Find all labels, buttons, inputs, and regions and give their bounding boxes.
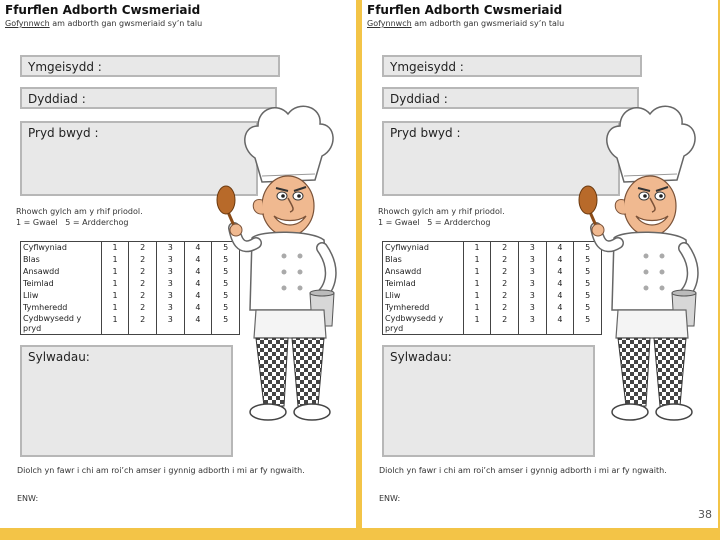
meal-field[interactable]: Pryd bwyd :	[20, 121, 258, 196]
thanks-text: Diolch yn fawr i chi am roi’ch amser i gynnig adborth i mi ar fy ngwaith.	[379, 466, 667, 475]
rating-option[interactable]: 4	[546, 314, 574, 335]
rating-option[interactable]: 1	[463, 302, 491, 314]
rating-option[interactable]: 4	[546, 302, 574, 314]
instruction-line-1: Rhowch gylch am y rhif priodol.	[378, 207, 505, 216]
subtitle-rest: am adborth gan gwsmeriaid sy’n talu	[411, 19, 565, 28]
rating-option[interactable]: 3	[519, 266, 547, 278]
date-field[interactable]: Dyddiad :	[382, 87, 639, 109]
form-subtitle	[5, 19, 202, 28]
form-title: Ffurflen Adborth Cwsmeriaid	[367, 3, 563, 17]
date-field[interactable]: Dyddiad :	[20, 87, 277, 109]
rating-option[interactable]: 2	[129, 266, 157, 278]
rating-option[interactable]: 1	[101, 242, 129, 255]
feedback-form-right	[362, 0, 718, 528]
thanks-text: Diolch yn fawr i chi am roi’ch amser i gynnig adborth i mi ar fy ngwaith.	[17, 466, 305, 475]
rating-option[interactable]: 4	[546, 290, 574, 302]
rating-option[interactable]: 2	[129, 290, 157, 302]
customer-field[interactable]: Ymgeisydd :	[20, 55, 280, 77]
criterion-label: Cydbwysedd y pryd	[21, 314, 102, 335]
rating-option[interactable]: 5	[574, 314, 602, 335]
rating-option[interactable]: 1	[463, 242, 491, 255]
rating-option[interactable]: 3	[157, 314, 185, 335]
criterion-label: Ansawdd	[383, 266, 464, 278]
rating-option[interactable]: 5	[574, 302, 602, 314]
rating-option[interactable]: 5	[574, 254, 602, 266]
form-subtitle	[367, 19, 564, 28]
meal-field[interactable]: Pryd bwyd :	[382, 121, 620, 196]
rating-option[interactable]: 2	[491, 314, 519, 335]
rating-option[interactable]: 4	[184, 302, 212, 314]
rating-option[interactable]: 4	[546, 266, 574, 278]
rating-option[interactable]: 2	[491, 266, 519, 278]
name-label: ENW:	[379, 494, 401, 503]
name-label: ENW:	[17, 494, 39, 503]
rating-option[interactable]: 4	[546, 242, 574, 255]
rating-option[interactable]: 2	[129, 302, 157, 314]
rating-option[interactable]: 5	[574, 290, 602, 302]
rating-option[interactable]: 2	[129, 254, 157, 266]
rating-option[interactable]: 3	[157, 242, 185, 255]
criterion-label: Teimlad	[383, 278, 464, 290]
rating-option[interactable]: 2	[491, 254, 519, 266]
instruction-line-2: 1 = Gwael 5 = Ardderchog	[378, 218, 491, 227]
criterion-label: Tymheredd	[21, 302, 102, 314]
rating-option[interactable]: 2	[129, 242, 157, 255]
chef-icon	[200, 88, 350, 433]
rating-option[interactable]: 5	[212, 254, 240, 266]
rating-option[interactable]: 3	[157, 266, 185, 278]
rating-option[interactable]: 3	[519, 290, 547, 302]
rating-option[interactable]: 1	[463, 278, 491, 290]
rating-option[interactable]: 2	[491, 290, 519, 302]
rating-option[interactable]: 4	[184, 314, 212, 335]
form-title: Ffurflen Adborth Cwsmeriaid	[5, 3, 201, 17]
rating-option[interactable]: 3	[519, 278, 547, 290]
instruction-line-1: Rhowch gylch am y rhif priodol.	[16, 207, 143, 216]
rating-option[interactable]: 4	[184, 242, 212, 255]
criterion-label: Cydbwysedd y pryd	[383, 314, 464, 335]
criterion-label: Teimlad	[21, 278, 102, 290]
rating-option[interactable]: 1	[101, 266, 129, 278]
rating-option[interactable]: 1	[101, 278, 129, 290]
rating-option[interactable]: 3	[157, 254, 185, 266]
rating-instructions	[378, 206, 505, 228]
customer-field[interactable]: Ymgeisydd :	[382, 55, 642, 77]
feedback-form-left	[0, 0, 356, 528]
rating-option[interactable]: 5	[574, 278, 602, 290]
rating-option[interactable]: 3	[157, 278, 185, 290]
criterion-label: Tymheredd	[383, 302, 464, 314]
rating-option[interactable]: 3	[519, 314, 547, 335]
rating-option[interactable]: 1	[101, 254, 129, 266]
subtitle-underlined: Gofynnwch	[5, 19, 50, 28]
rating-option[interactable]: 4	[184, 266, 212, 278]
rating-option[interactable]: 5	[212, 266, 240, 278]
page-number: 38	[698, 508, 712, 521]
rating-option[interactable]: 2	[129, 278, 157, 290]
rating-instructions	[16, 206, 143, 228]
rating-option[interactable]: 1	[463, 290, 491, 302]
chef-icon	[562, 88, 712, 433]
rating-option[interactable]: 3	[157, 290, 185, 302]
criterion-label: Ansawdd	[21, 266, 102, 278]
rating-option[interactable]: 4	[184, 290, 212, 302]
rating-option[interactable]: 2	[491, 242, 519, 255]
rating-option[interactable]: 5	[212, 278, 240, 290]
rating-option[interactable]: 5	[574, 266, 602, 278]
rating-option[interactable]: 4	[546, 254, 574, 266]
criterion-label: Blas	[383, 254, 464, 266]
criterion-label: Lliw	[21, 290, 102, 302]
rating-option[interactable]: 5	[212, 302, 240, 314]
criterion-label: Cyflwyniad	[21, 242, 102, 255]
rating-option[interactable]: 5	[574, 242, 602, 255]
rating-option[interactable]: 5	[212, 290, 240, 302]
rating-option[interactable]: 4	[546, 278, 574, 290]
rating-option[interactable]: 1	[463, 254, 491, 266]
subtitle-underlined: Gofynnwch	[367, 19, 412, 28]
instruction-line-2: 1 = Gwael 5 = Ardderchog	[16, 218, 129, 227]
rating-option[interactable]: 1	[463, 266, 491, 278]
rating-option[interactable]: 5	[212, 314, 240, 335]
rating-option[interactable]: 3	[157, 302, 185, 314]
rating-option[interactable]: 2	[491, 278, 519, 290]
comments-field[interactable]: Sylwadau:	[382, 345, 595, 457]
criterion-label: Lliw	[383, 290, 464, 302]
subtitle-rest: am adborth gan gwsmeriaid sy’n talu	[49, 19, 203, 28]
rating-option[interactable]: 1	[101, 302, 129, 314]
rating-option[interactable]: 2	[129, 314, 157, 335]
rating-option[interactable]: 3	[519, 254, 547, 266]
rating-option[interactable]: 1	[101, 314, 129, 335]
criterion-label: Cyflwyniad	[383, 242, 464, 255]
rating-option[interactable]: 4	[184, 254, 212, 266]
rating-option[interactable]: 1	[101, 290, 129, 302]
criterion-label: Blas	[21, 254, 102, 266]
rating-option[interactable]: 3	[519, 302, 547, 314]
rating-option[interactable]: 3	[519, 242, 547, 255]
rating-option[interactable]: 2	[491, 302, 519, 314]
rating-option[interactable]: 5	[212, 242, 240, 255]
comments-field[interactable]: Sylwadau:	[20, 345, 233, 457]
rating-option[interactable]: 4	[184, 278, 212, 290]
rating-option[interactable]: 1	[463, 314, 491, 335]
